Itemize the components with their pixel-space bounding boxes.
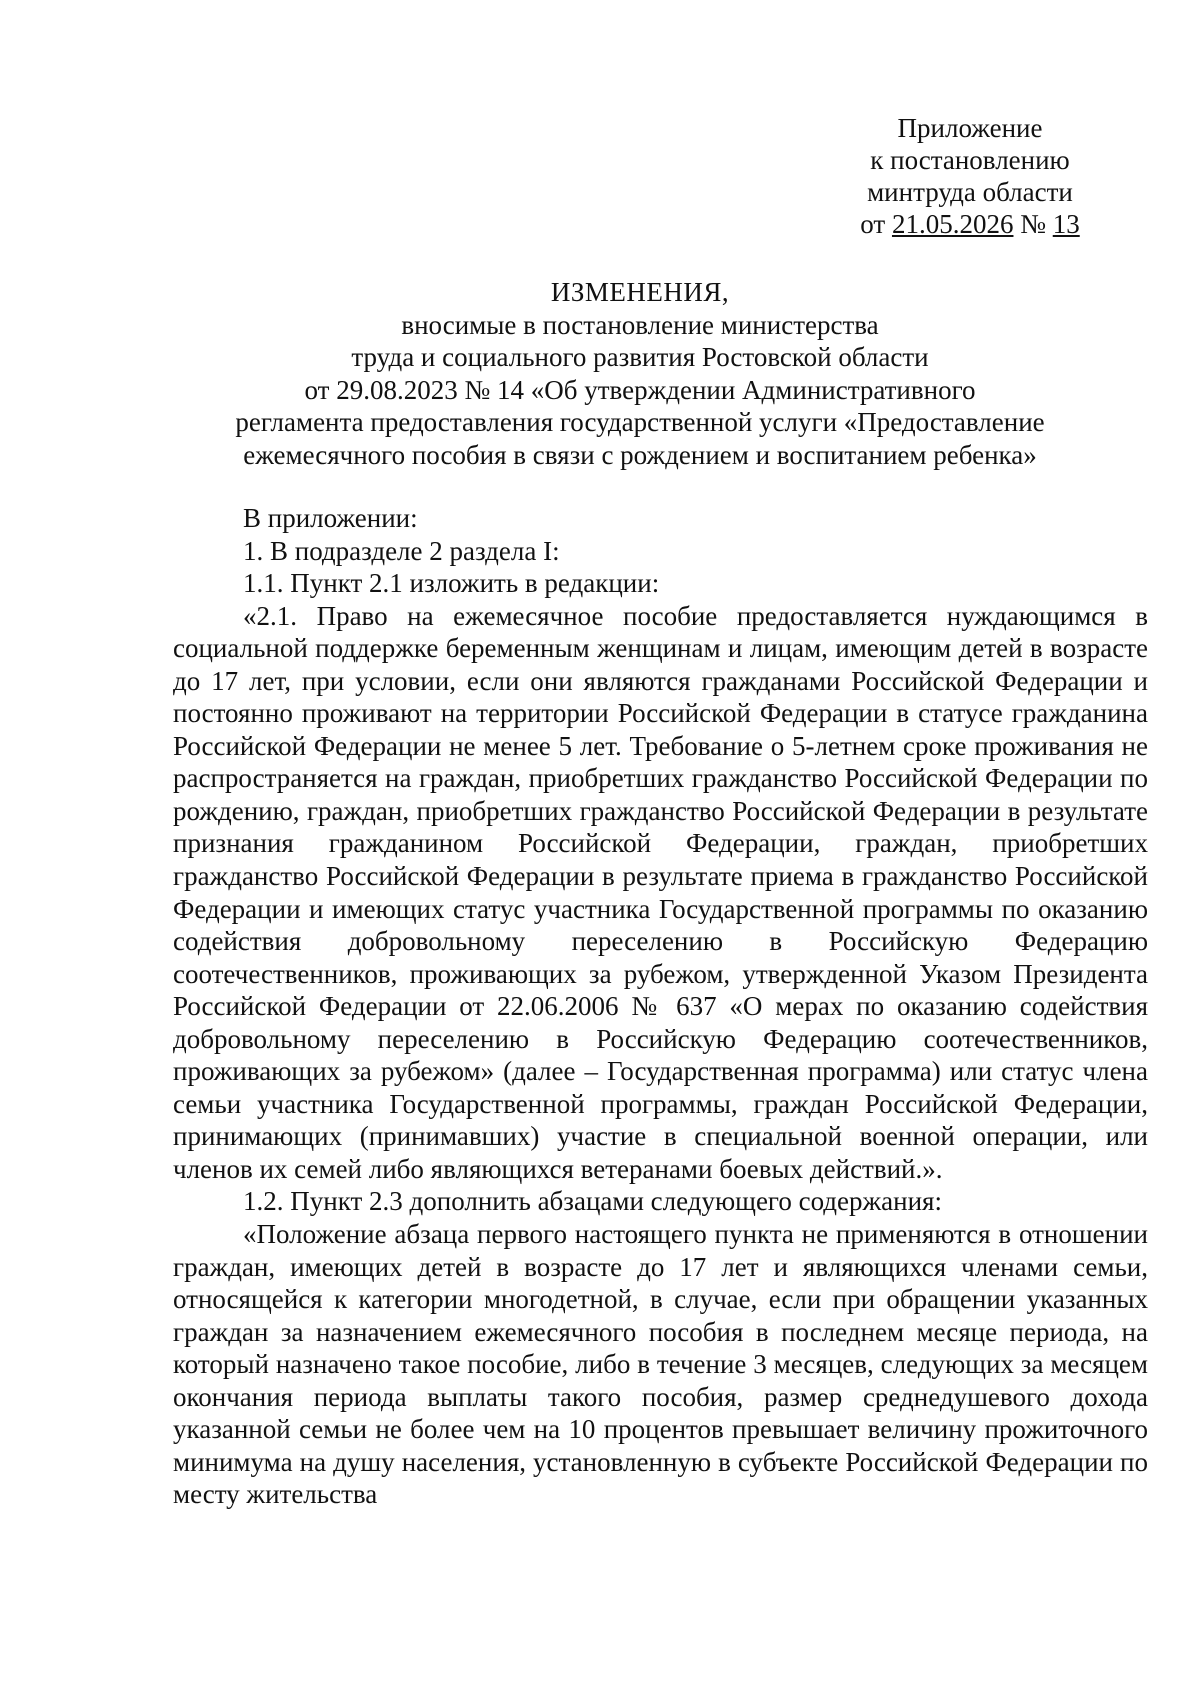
title-line-3: от 29.08.2023 № 14 «Об утверждении Административного <box>304 374 976 405</box>
annex-number-sign: № <box>1020 209 1046 239</box>
annex-line-3: минтруда области <box>867 177 1073 207</box>
annex-line-2: к постановлению <box>870 145 1070 175</box>
annex-block <box>840 112 1100 240</box>
title-line-2: труда и социального развития Ростовской области <box>351 342 929 372</box>
annex-number: 13 <box>1052 209 1080 239</box>
annex-date-line <box>840 208 1100 240</box>
paragraph-item-1-1: 1.1. Пункт 2.1 изложить в редакции: <box>243 568 660 599</box>
title-line-4: регламента предоставления государственной услуги «Предоставление <box>235 407 1045 437</box>
annex-date-prefix: от <box>860 209 886 239</box>
paragraph-item-1: 1. В подразделе 2 раздела I: <box>243 535 560 566</box>
document-title <box>170 276 1110 471</box>
title-heading: ИЗМЕНЕНИЯ, <box>550 277 730 307</box>
annex-line-1: Приложение <box>897 113 1043 143</box>
paragraph-clause-2-1: «2.1. Право на ежемесячное пособие предоставляется нуждающимся в социальной поддержке беременным женщинам и лицам, имеющим детей в возрасте до 17 лет, при условии, если они являются гражданами Российской Федерации и постоянно проживают на территории Российской Федерации в статусе гражданина Российской Федерации не менее 5 лет. Требование о 5-летнем сроке проживания не распространяется на граждан, приобретших гражданство Российской Федерации по рождению, граждан, приобретших гражданство Российской Федерации в результате признания гражданином Российской Федерации, граждан, приобретших гражданство Российской Федерации в результате приема в гражданство Российской Федерации и имеющих статус участника Государственной программы по оказанию содействия добровольному переселению в Российскую Федерацию соотечественников, проживающих за рубежом, утвержденной Указом Президента Российской Федерации от 22.06.2006 № 637 «О мерах по оказанию содействия добровольному переселению в Российскую Федерацию соотечественников, проживающих за рубежом» (далее – Государственная программа) или статус члена семьи участника Государственной программы, граждан Российской Федерации, принимающих (принимавших) участие в специальной военной операции, или членов их семей либо являющихся ветеранами боевых действий.». <box>173 600 1148 1184</box>
title-line-1: вносимые в постановление министерства <box>401 309 879 340</box>
paragraph-intro: В приложении: <box>243 503 418 533</box>
paragraph-clause-2-3-addition: «Положение абзаца первого настоящего пункта не применяются в отношении граждан, имеющих детей в возрасте до 17 лет и являющихся членами семьи, относящейся к категории многодетной, в случае, если при обращении указанных граждан за назначением ежемесячного пособия в последнем месяце периода, на который назначено такое пособие, либо в течение 3 месяцев, следующих за месяцем окончания периода выплаты такого пособия, размер среднедушевого дохода указанной семьи не более чем на 10 процентов превышает величину прожиточного минимума на душу населения, установленную в субъекте Российской Федерации по месту жительства <box>173 1219 1148 1510</box>
annex-date: 21.05.2026 <box>891 209 1014 239</box>
document-body <box>173 502 1148 1511</box>
title-line-5: ежемесячного пособия в связи с рождением и воспитанием ребенка» <box>243 439 1037 470</box>
paragraph-item-1-2: 1.2. Пункт 2.3 дополнить абзацами следующего содержания: <box>243 1186 942 1217</box>
